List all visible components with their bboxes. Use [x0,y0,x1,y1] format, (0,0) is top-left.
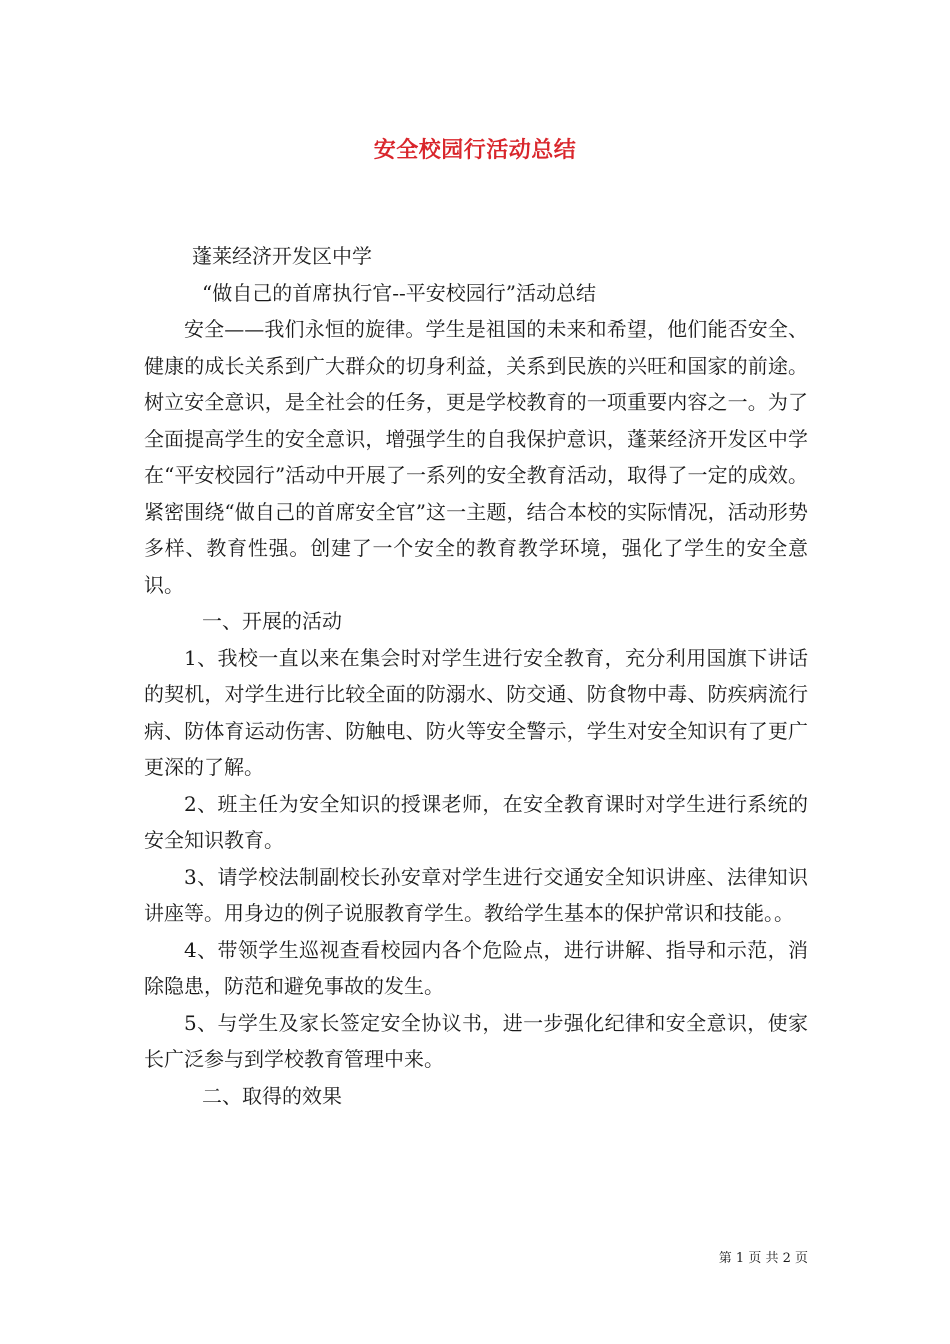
section-heading-results: 二、取得的效果 [202,1083,342,1108]
document-title: 安全校园行活动总结 [373,137,577,163]
section-heading-activities: 一、开展的活动 [202,609,342,633]
activity-item: 4、带领学生巡视查看校园内各个危险点，进行讲解、指导和示范，消除隐患，防范和避免事故的发生。 [144,937,808,998]
intro-paragraph: 安全——我们永恒的旋律。学生是祖国的未来和希望，他们能否安全、健康的成长关系到广大群众的切身利益，关系到民族的兴旺和国家的前途。树立安全意识，是全社会的任务，更是学校教育的一项重要内容之一。为了全面提高学生的安全意识，增强学生的自我保护意识，蓬莱经济开发区中学在“平安校园行”活动中开展了一系列的安全教育活动，取得了一定的成效。紧密围绕“做自己的首席安全官”这一主题，结合本校的实际情况，活动形势多样、教育性强。创建了一个安全的教育教学环境，强化了学生的安全意识。 [144,317,808,597]
document-body [144,238,808,1114]
page-number: 第 1 页 共 2 页 [718,1251,808,1266]
school-name: 蓬莱经济开发区中学 [192,244,372,268]
activity-item: 2、班主任为安全知识的授课老师，在安全教育课时对学生进行系统的安全知识教育。 [144,791,808,852]
document-subtitle: “做自己的首席执行官--平安校园行”活动总结 [202,280,596,305]
activity-item: 5、与学生及家长签定安全协议书，进一步强化纪律和安全意识，使家长广泛参与到学校教育管理中来。 [144,1010,808,1071]
activity-item: 3、请学校法制副校长孙安章对学生进行交通安全知识讲座、法律知识讲座等。用身边的例子说服教育学生。教给学生基本的保护常识和技能。。 [144,864,808,925]
activity-item: 1、我校一直以来在集会时对学生进行安全教育，充分利用国旗下讲话的契机，对学生进行比较全面的防溺水、防交通、防食物中毒、防疾病流行病、防体育运动伤害、防触电、防火等安全警示，学生对安全知识有了更广更深的了解。 [144,645,808,779]
